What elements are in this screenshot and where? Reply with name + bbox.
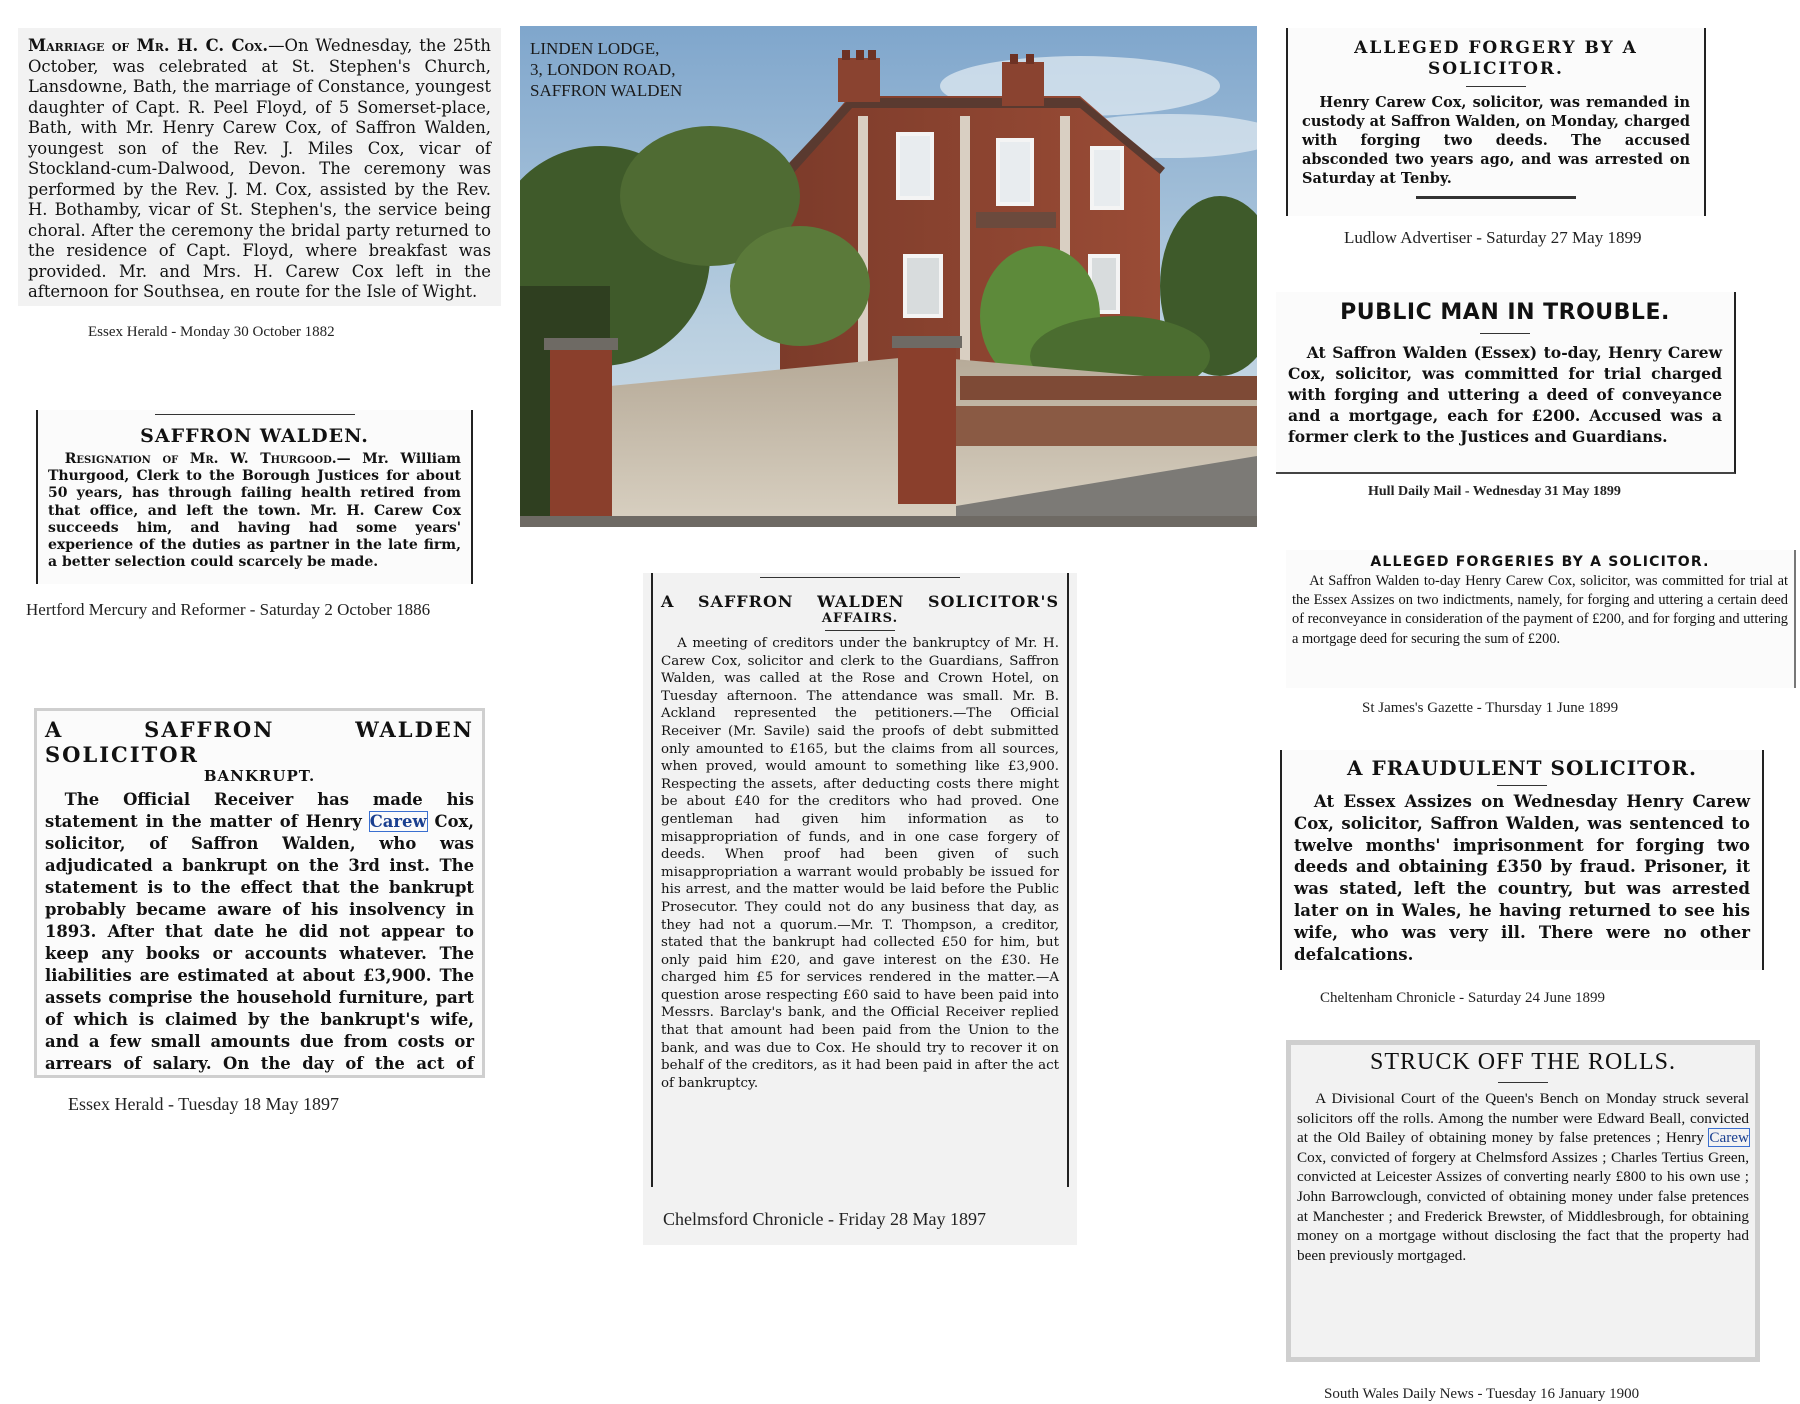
caption-trouble: Hull Daily Mail - Wednesday 31 May 1899 [1368,484,1621,499]
clipping-text: A meeting of creditors under the bankruptcy of Mr. H. Carew Cox, solicitor and clerk to the Guardians, Saffron Walden, was called at the Rose and Crown Hotel, on Tuesday afternoon. The attendance was small. Mr. B. Ackland represented the petitioners.—The Official Receiver (Mr. Savile) said the proofs of debt submitted only amounted to £165, but the claims from all sources, when proved, would amount to something like £3,900. Respecting the assets, after deducting costs there might be about £40 for the creditors who had proved. One gentleman had given him information as to misappropriation of funds, and in one case forgery of deeds. When proof had been given of such misappropriation a warrant would probably be issued for his arrest, and the matter would be laid before the Public Prosecutor. They could not do any business that day, as they had not a quorum.—Mr. T. Thompson, a creditor, stated that the bankrupt had collected £50 for him, but only paid him £20, and gave interest on the £30. He charged him £5 for services rendered in the matter.—A question arose respecting £60 said to have been paid into Messrs. Barclay's bank, and the Official Receiver replied that that amount had been paid from the Union to the bank, and was due to Cox. He should try to recover it on behalf of the creditors, as it had been paid in after the act of bankruptcy. [661,636,1059,1091]
clipping-text: At Essex Assizes on Wednesday Henry Carew Cox, solicitor, Saffron Walden, was sentenced to twelve months' imprisonment for forging two deeds and obtaining £350 by fraud. Prisoner, it was stated, left the country, but was arrested later on in Wales, he having returned to see his wife, who was very ill. There were no other defalcations. [1294,791,1750,964]
clipping-affairs [643,573,1077,1245]
clipping-text: Cox, convicted of forgery at Chelmsford Assizes ; Charles Tertius Green, convicted at Leicester Assizes of converting nearly £800 to his own use ; John Barrowclough, convicted of obtaining money under false pretences at Manchester ; and Frederick Brewster, of Middlesbrough, for obtaining money on a mortgage without disclosing the fact that the property had been previously mortgaged. [1297,1148,1749,1264]
clipping-text: At Saffron Walden to-day Henry Carew Cox, solicitor, was committed for trial at the Essex Assizes on two indictments, namely, for forging and uttering a certain deed of reconveyance in consideration of the payment of £200, and for forging and uttering a mortgage deed for securing the sum of £200. [1292,573,1788,647]
photo-label [530,38,682,101]
clipping-struck [1286,1040,1760,1362]
clipping-text: Henry Carew Cox, solicitor, was remanded in custody at Saffron Walden, on Monday, charged with forging two deeds. The accused absconded two years ago, and was arrested on Saturday at Tenby. [1302,94,1690,187]
clipping-heading: A SAFFRON WALDEN SOLICITOR'S [661,592,1059,611]
clipping-forgery [1286,28,1706,216]
clipping-subhead: Resignation of Mr. W. Thurgood. [64,451,337,467]
caption-fraudulent: Cheltenham Chronicle - Saturday 24 June 1899 [1320,990,1605,1006]
clipping-fraudulent [1280,750,1764,970]
photo-label-line: LINDEN LODGE, [530,39,660,58]
house-photo [520,26,1257,527]
clipping-trouble [1276,292,1736,474]
caption-forgery: Ludlow Advertiser - Saturday 27 May 1899 [1344,228,1642,247]
highlighted-word: Carew [1709,1129,1749,1147]
clipping-heading: A FRAUDULENT SOLICITOR. [1347,756,1697,780]
clipping-heading: A SAFFRON WALDEN SOLICITOR [45,717,474,767]
clipping-heading: STRUCK OFF THE ROLLS. [1370,1049,1676,1075]
clipping-text: — Mr. William Thurgood, Clerk to the Borough Justices for about 50 years, has through failing health retired from that office, and left the town. Mr. H. Carew Cox succeeds him, and having had some years' experience of the duties as partner in the late firm, a better selection could scarcely be made. [48,451,461,571]
caption-struck: South Wales Daily News - Tuesday 16 January 1900 [1324,1386,1640,1402]
clipping-text: Cox, solicitor, of Saffron Walden, who was adjudicated a bankrupt on the 3rd inst. The statement is to the effect that the bankrupt probably became aware of his insolvency in 1893. After that date he did not appear to keep any books or accounts whatever. The liabilities are estimated at about £3,900. The assets comprise the household furniture, part of which is claimed by the bankrupt's wife, and a few small amounts due from costs or arrears of salary. On the day of the act of [45,812,474,1073]
caption-marriage: Essex Herald - Monday 30 October 1882 [88,324,335,340]
clipping-heading: PUBLIC MAN IN TROUBLE. [1340,300,1670,325]
caption-bankrupt: Essex Herald - Tuesday 18 May 1897 [68,1094,339,1114]
highlighted-word [195,1076,229,1078]
clipping-text: —On Wednesday, the 25th October, was celebrated at St. Stephen's Church, Lansdowne, Bath, the marriage of Constance, youngest daughter of Capt. R. Peel Floyd, of 5 Somerset-place, Bath, with Mr. Henry Carew Cox, of Saffron Walden, youngest son of the Rev. J. Miles Cox, vicar of Stockland-cum-Dalwood, Devon. The ceremony was performed by the Rev. J. M. Cox, assisted by the Rev. H. Bothamby, vicar of St. Stephen's, the service being choral. After the ceremony the bridal party returned to the residence of Capt. Floyd, where breakfast was provided. Mr. and Mrs. H. Carew Cox left in the afternoon for Southsea, en route for the Isle of Wight. [28,36,491,301]
clipping-bankrupt [34,708,485,1078]
clipping-heading: ALLEGED FORGERIES BY A SOLICITOR. [1370,554,1710,570]
clipping-heading: Marriage of Mr. H. C. Cox. [28,36,269,55]
clipping-resignation [36,410,473,584]
caption-forgeries: St James's Gazette - Thursday 1 June 1899 [1362,700,1619,716]
highlighted-word: Carew [369,812,427,831]
house-illustration [520,26,1257,527]
clipping-forgeries [1286,550,1796,688]
clipping-text: At Saffron Walden (Essex) to-day, Henry Carew Cox, solicitor, was committed for trial charged with forging and uttering a deed of conveyance and a mortgage, each for £200. Accused was a former clerk to the Justices and Guardians. [1288,343,1722,446]
clipping-heading: ALLEGED FORGERY BY A SOLICITOR. [1354,38,1638,79]
photo-label-line: 3, LONDON ROAD, [530,60,676,79]
clipping-text: The Official Receiver has made his statement in the matter of Henry [45,790,474,831]
photo-label-line: SAFFRON WALDEN [530,81,683,100]
clipping-text [45,1076,474,1078]
caption-affairs: Chelmsford Chronicle - Friday 28 May 1897 [663,1209,986,1229]
clipping-subhead: BANKRUPT. [203,767,316,785]
caption-resignation: Hertford Mercury and Reformer - Saturday 2 October 1886 [26,600,431,619]
clipping-marriage [18,28,501,306]
clipping-text: A Divisional Court of the Queen's Bench on Monday struck several solicitors off the rolls. Among the number were Edward Beall, convicted at the Old Bailey of obtaining money by false pretences ; Henry [1297,1090,1749,1147]
clipping-subhead: AFFAIRS. [821,611,899,626]
clipping-heading: SAFFRON WALDEN. [140,425,369,447]
